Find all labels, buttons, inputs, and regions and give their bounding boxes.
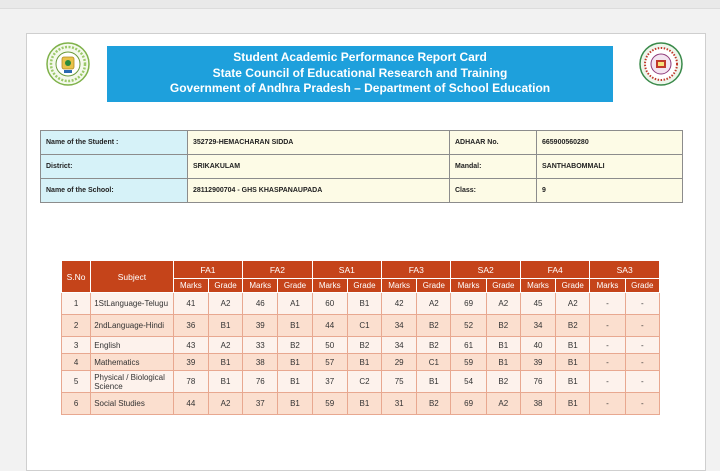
- grade-cell: B1: [208, 315, 242, 337]
- sno-header: S.No: [62, 261, 91, 293]
- marks-cell: 46: [243, 293, 278, 315]
- marks-cell: 61: [451, 337, 486, 354]
- report-card: [26, 33, 706, 471]
- grade-cell: B1: [347, 393, 381, 415]
- aadhaar-label: ADHAAR No.: [450, 131, 537, 155]
- assessment-header: FA1: [173, 261, 242, 279]
- grade-cell: -: [625, 393, 659, 415]
- marks-cell: 38: [243, 354, 278, 371]
- marks-cell: 37: [312, 371, 347, 393]
- marks-column-header: Marks: [382, 279, 417, 293]
- marks-table: [61, 260, 660, 415]
- marks-cell: 44: [173, 393, 208, 415]
- table-row: [62, 293, 660, 315]
- marks-cell: 39: [173, 354, 208, 371]
- subject-cell: 2ndLanguage-Hindi: [91, 315, 174, 337]
- grade-cell: B1: [556, 371, 590, 393]
- sno-cell: 4: [62, 354, 91, 371]
- grade-cell: B2: [417, 315, 451, 337]
- student-info-row: [41, 179, 683, 203]
- grade-cell: B1: [347, 293, 381, 315]
- marks-cell: -: [590, 354, 625, 371]
- marks-column-header: Marks: [451, 279, 486, 293]
- grade-cell: B1: [347, 354, 381, 371]
- class-label: Class:: [450, 179, 537, 203]
- marks-cell: 34: [520, 315, 555, 337]
- marks-cell: 29: [382, 354, 417, 371]
- school-label: Name of the School:: [41, 179, 188, 203]
- grade-column-header: Grade: [278, 279, 312, 293]
- grade-cell: B1: [556, 337, 590, 354]
- grade-cell: A1: [278, 293, 312, 315]
- table-row: [62, 371, 660, 393]
- grade-cell: B1: [486, 337, 520, 354]
- mandal-label: Mandal:: [450, 155, 537, 179]
- table-row: [62, 393, 660, 415]
- department-name: Government of Andhra Pradesh – Department of School Education: [169, 81, 551, 95]
- district-value: SRIKAKULAM: [188, 155, 450, 179]
- marks-cell: 36: [173, 315, 208, 337]
- grade-cell: B2: [417, 337, 451, 354]
- grade-cell: B1: [278, 315, 312, 337]
- marks-header-row: [62, 261, 660, 279]
- grade-cell: A2: [417, 293, 451, 315]
- marks-column-header: Marks: [173, 279, 208, 293]
- marks-cell: 41: [173, 293, 208, 315]
- sno-cell: 3: [62, 337, 91, 354]
- grade-column-header: Grade: [556, 279, 590, 293]
- assessment-header: FA4: [520, 261, 589, 279]
- grade-cell: -: [625, 315, 659, 337]
- grade-cell: C1: [417, 354, 451, 371]
- subject-header: Subject: [91, 261, 174, 293]
- marks-cell: 54: [451, 371, 486, 393]
- ap-government-emblem-icon: [46, 42, 90, 86]
- sno-cell: 2: [62, 315, 91, 337]
- marks-cell: 42: [382, 293, 417, 315]
- class-value: 9: [537, 179, 683, 203]
- grade-cell: B1: [278, 354, 312, 371]
- grade-column-header: Grade: [625, 279, 659, 293]
- report-header-banner: [107, 46, 613, 102]
- marks-column-header: Marks: [520, 279, 555, 293]
- table-row: [62, 315, 660, 337]
- marks-cell: 38: [520, 393, 555, 415]
- aadhaar-value: 665900560280: [537, 131, 683, 155]
- marks-column-header: Marks: [590, 279, 625, 293]
- scert-seal-icon: [639, 42, 683, 86]
- grade-cell: -: [625, 354, 659, 371]
- browser-top-strip: [0, 0, 720, 9]
- grade-cell: B2: [486, 315, 520, 337]
- marks-cell: 39: [243, 315, 278, 337]
- grade-cell: A2: [486, 393, 520, 415]
- subject-cell: 1StLanguage-Telugu: [91, 293, 174, 315]
- marks-cell: -: [590, 337, 625, 354]
- assessment-header: SA1: [312, 261, 381, 279]
- sno-cell: 1: [62, 293, 91, 315]
- marks-column-header: Marks: [312, 279, 347, 293]
- student-info-row: [41, 155, 683, 179]
- table-row: [62, 337, 660, 354]
- marks-cell: 59: [312, 393, 347, 415]
- marks-cell: 44: [312, 315, 347, 337]
- student-info-table: [40, 130, 683, 203]
- marks-cell: 52: [451, 315, 486, 337]
- marks-cell: 60: [312, 293, 347, 315]
- marks-cell: 75: [382, 371, 417, 393]
- table-row: [62, 354, 660, 371]
- marks-cell: 34: [382, 315, 417, 337]
- subject-cell: Physical / Biological Science: [91, 371, 174, 393]
- grade-cell: A2: [208, 337, 242, 354]
- marks-cell: 69: [451, 293, 486, 315]
- grade-column-header: Grade: [347, 279, 381, 293]
- grade-cell: -: [625, 337, 659, 354]
- grade-cell: -: [625, 371, 659, 393]
- marks-table-body: [62, 293, 660, 415]
- marks-cell: 57: [312, 354, 347, 371]
- student-name-label: Name of the Student :: [41, 131, 188, 155]
- sno-cell: 5: [62, 371, 91, 393]
- grade-cell: B1: [417, 371, 451, 393]
- grade-column-header: Grade: [208, 279, 242, 293]
- grade-cell: B2: [417, 393, 451, 415]
- mandal-value: SANTHABOMMALI: [537, 155, 683, 179]
- marks-cell: 76: [243, 371, 278, 393]
- marks-cell: 43: [173, 337, 208, 354]
- marks-cell: 45: [520, 293, 555, 315]
- marks-cell: 78: [173, 371, 208, 393]
- marks-cell: -: [590, 315, 625, 337]
- school-value: 28112900704 - GHS KHASPANAUPADA: [188, 179, 450, 203]
- assessment-header: FA3: [382, 261, 451, 279]
- grade-cell: B1: [278, 393, 312, 415]
- grade-cell: B1: [208, 371, 242, 393]
- report-title: Student Academic Performance Report Card: [233, 50, 487, 64]
- assessment-header: SA2: [451, 261, 520, 279]
- subject-cell: English: [91, 337, 174, 354]
- subject-cell: Mathematics: [91, 354, 174, 371]
- sno-cell: 6: [62, 393, 91, 415]
- assessment-header: SA3: [590, 261, 660, 279]
- marks-column-header: Marks: [243, 279, 278, 293]
- grade-cell: A2: [556, 293, 590, 315]
- grade-cell: B1: [556, 354, 590, 371]
- grade-cell: B2: [556, 315, 590, 337]
- grade-cell: B2: [278, 337, 312, 354]
- marks-cell: -: [590, 393, 625, 415]
- grade-cell: B1: [486, 354, 520, 371]
- student-name-value: 352729-HEMACHARAN SIDDA: [188, 131, 450, 155]
- marks-cell: 31: [382, 393, 417, 415]
- grade-cell: -: [625, 293, 659, 315]
- subject-cell: Social Studies: [91, 393, 174, 415]
- marks-cell: -: [590, 371, 625, 393]
- grade-cell: B2: [347, 337, 381, 354]
- grade-cell: B1: [556, 393, 590, 415]
- grade-column-header: Grade: [417, 279, 451, 293]
- grade-cell: C1: [347, 315, 381, 337]
- marks-cell: 39: [520, 354, 555, 371]
- marks-cell: 76: [520, 371, 555, 393]
- marks-cell: 59: [451, 354, 486, 371]
- assessment-header: FA2: [243, 261, 312, 279]
- marks-cell: 34: [382, 337, 417, 354]
- grade-cell: B2: [486, 371, 520, 393]
- grade-cell: A2: [486, 293, 520, 315]
- council-name: State Council of Educational Research and Training: [212, 65, 508, 80]
- marks-cell: 50: [312, 337, 347, 354]
- marks-cell: 40: [520, 337, 555, 354]
- grade-cell: A2: [208, 393, 242, 415]
- grade-cell: C2: [347, 371, 381, 393]
- grade-cell: B1: [208, 354, 242, 371]
- marks-cell: 33: [243, 337, 278, 354]
- grade-column-header: Grade: [486, 279, 520, 293]
- district-label: District:: [41, 155, 188, 179]
- marks-cell: -: [590, 293, 625, 315]
- grade-cell: B1: [278, 371, 312, 393]
- marks-cell: 69: [451, 393, 486, 415]
- marks-cell: 37: [243, 393, 278, 415]
- student-info-row: [41, 131, 683, 155]
- grade-cell: A2: [208, 293, 242, 315]
